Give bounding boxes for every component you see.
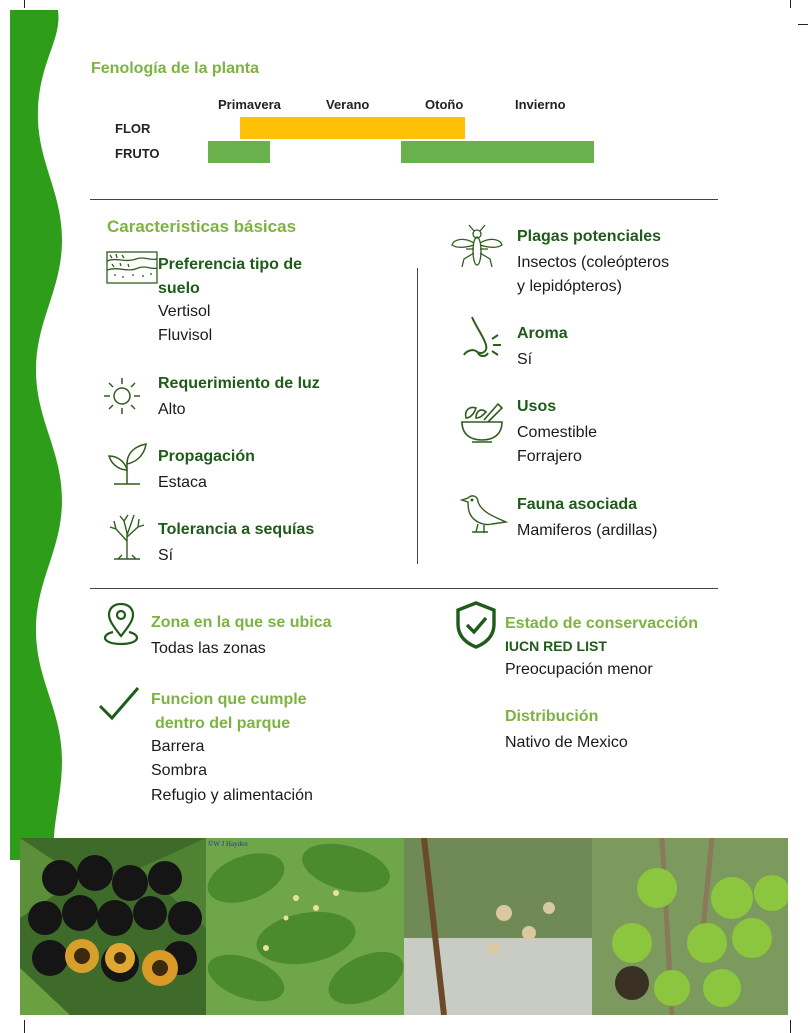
drought-value: Sí xyxy=(158,547,174,564)
leaves-photo xyxy=(206,838,404,1015)
fruit-photo xyxy=(20,838,206,1015)
crop-mark xyxy=(798,24,808,25)
fauna-title: Fauna asociada xyxy=(517,496,638,513)
light-value: Alto xyxy=(158,401,186,418)
soil-layers-icon xyxy=(106,251,158,285)
bird-icon xyxy=(460,492,508,536)
fruit-bar xyxy=(208,141,270,163)
propagation-title: Propagación xyxy=(158,448,255,465)
green-fruit-photo xyxy=(592,838,788,1015)
basics-title: Caracteristicas básicas xyxy=(107,217,297,236)
flower-bar xyxy=(240,117,465,139)
sun-icon xyxy=(102,376,142,416)
function-title-line1: Funcion que cumple xyxy=(151,691,307,708)
function-value: Barrera xyxy=(151,738,205,755)
pests-value: y lepidópteros) xyxy=(517,278,622,295)
photo-credit: ©W J Hayden xyxy=(208,840,248,848)
nose-icon xyxy=(458,315,504,361)
fauna-value: Mamiferos (ardillas) xyxy=(517,522,658,539)
function-value: Refugio y alimentación xyxy=(151,787,313,804)
function-title-line2: dentro del parque xyxy=(155,715,291,732)
propagation-value: Estaca xyxy=(158,474,207,491)
flower-row-label: FLOR xyxy=(115,121,151,136)
zone-value: Todas las zonas xyxy=(151,640,266,657)
aroma-value: Sí xyxy=(517,351,533,368)
conservation-title: Estado de conservacción xyxy=(505,615,698,632)
shield-check-icon xyxy=(454,600,498,650)
soil-title xyxy=(158,253,302,301)
distribution-value: Nativo de Mexico xyxy=(505,734,628,751)
checkmark-icon xyxy=(97,684,141,724)
fruit-row-label: FRUTO xyxy=(115,146,160,161)
zone-title: Zona en la que se ubica xyxy=(151,614,332,631)
uses-value: Forrajero xyxy=(517,448,582,465)
conservation-subtitle: IUCN RED LIST xyxy=(505,638,607,654)
insect-icon xyxy=(450,223,504,271)
divider xyxy=(90,588,718,589)
crop-mark xyxy=(790,0,791,8)
pests-value: Insectos (coleópteros xyxy=(517,254,670,271)
season-label: Otoño xyxy=(425,97,464,112)
soil-title-line2: suelo xyxy=(158,280,200,297)
season-label: Primavera xyxy=(218,97,281,112)
function-title xyxy=(151,688,307,736)
location-pin-icon xyxy=(101,602,141,648)
conservation-value: Preocupación menor xyxy=(505,661,653,678)
mortar-icon xyxy=(458,400,506,446)
crop-mark xyxy=(24,1020,25,1033)
light-title: Requerimiento de luz xyxy=(158,375,320,392)
distribution-title: Distribución xyxy=(505,708,599,725)
soil-value: Vertisol xyxy=(158,303,211,320)
green-wave-band xyxy=(0,0,70,870)
function-value: Sombra xyxy=(151,762,208,779)
crop-mark xyxy=(790,1020,791,1033)
season-label: Invierno xyxy=(515,97,566,112)
soil-title-line1: Preferencia tipo de xyxy=(158,256,303,273)
pests-title: Plagas potenciales xyxy=(517,228,662,245)
flowers-photo xyxy=(404,838,592,1015)
season-label: Verano xyxy=(326,97,370,112)
column-divider xyxy=(417,268,418,564)
uses-value: Comestible xyxy=(517,424,598,441)
drought-title: Tolerancia a sequías xyxy=(158,521,315,538)
uses-title: Usos xyxy=(517,398,557,415)
fruit-bar xyxy=(401,141,594,163)
dry-tree-icon xyxy=(104,513,150,561)
soil-value: Fluvisol xyxy=(158,327,213,344)
crop-mark xyxy=(24,0,25,8)
phenology-title: Fenología de la planta xyxy=(91,60,260,77)
aroma-title: Aroma xyxy=(517,325,568,342)
sprout-icon xyxy=(106,440,148,486)
divider xyxy=(90,199,718,200)
